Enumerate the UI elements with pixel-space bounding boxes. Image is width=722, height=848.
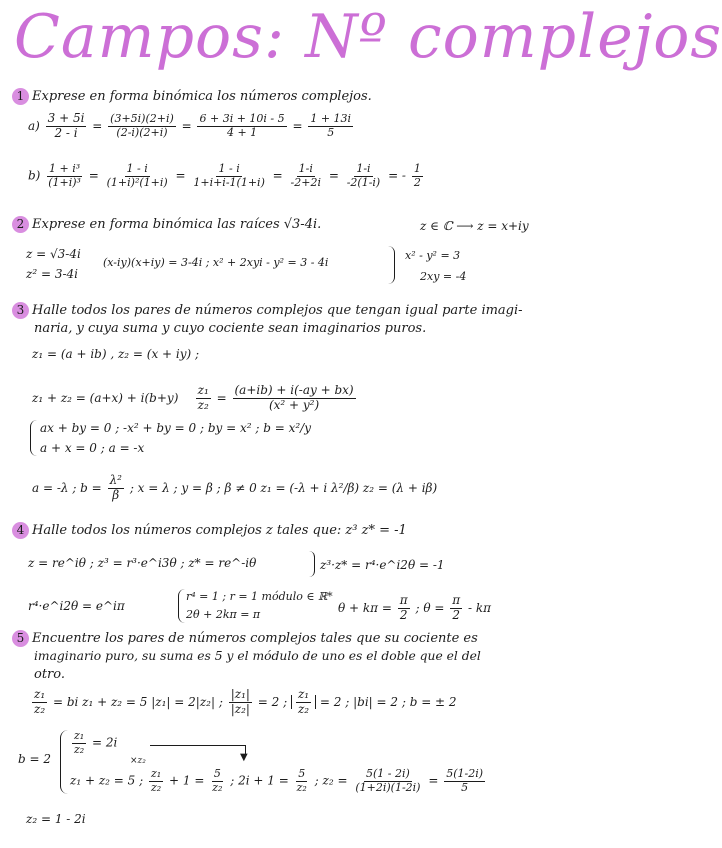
system-eq-1: x² - y² = 3 — [405, 249, 461, 262]
part-b-label: b) — [28, 168, 41, 183]
arrow-line — [150, 745, 245, 746]
problem-4-system-2: 2θ + 2kπ = π — [186, 608, 261, 621]
fraction: $\frac{6 + 3i + 10i - 5}{4 + 1}$ — [199, 112, 285, 139]
fraction: $\frac{\text{z₁}}{\text{z₂}}$ — [297, 687, 310, 716]
problem-5-statement-3: otro. — [34, 667, 65, 682]
problem-1-statement — [12, 88, 372, 105]
problem-4-solution: θ + kπ = $\frac{\pi}{2}$ ; θ = $\frac{\pi}{2}$ - kπ — [338, 593, 492, 622]
arrow-head-icon: ▼ — [240, 752, 248, 763]
fraction: $\frac{\text{z₁}}{\text{z₂}}$ — [74, 729, 85, 756]
multiply-note: ×z₂ — [130, 756, 146, 766]
problem-5-system-2: z₁ + z₂ = 5 ; $\frac{\text{z₁}}{\text{z₂}}$ + 1 = $\frac{5}{\text{z₂}}$ ; 2i + 1 = $\frac{5}{\text{z₂}}$ ; z₂ = $\frac{5(1 - 2i)}{(1+2i)(1-2i)}$ = $\frac{5(1-2i)}{5}$ — [70, 767, 484, 794]
fraction: $\frac{\text{z₁}}{\text{z₂}}$ — [150, 767, 162, 794]
brace — [309, 551, 315, 577]
problem-2-number: 2 — [12, 216, 29, 233]
problem-4-statement: 4 Halle todos los números complejos z tales que: z³ z* = -1 — [12, 522, 407, 539]
fraction: $\frac{\text{|z₁|}}{\text{|z₂|}}$ — [230, 687, 250, 716]
problem-3-system-1: ax + by = 0 ; -x² + by = 0 ; by = x² ; b = x²/y — [40, 421, 311, 435]
system-brace — [60, 730, 68, 794]
fraction: $\frac{1}{2}$ — [413, 162, 421, 189]
problem-3-line-1: z₁ = (a + ib) , z₂ = (x + iy) ; — [32, 347, 200, 361]
problem-2-statement — [12, 216, 321, 233]
problem-4-line-1b: z³·z* = r⁴·e^i2θ = -1 — [320, 558, 445, 572]
problem-5-final: z₂ = 1 - 2i — [26, 812, 86, 826]
problem-2-work: (x-iy)(x+iy) = 3-4i ; x² + 2xyi - y² = 3 - 4i — [103, 256, 329, 269]
system-eq-2: 2xy = -4 — [420, 270, 467, 283]
problem-3-line-2: z₁ + z₂ = (a+x) + i(b+y) $\frac{\text{z₁}}{\text{z₂}}$ = $\frac{(a+ib) + i(-ay + bx)}{\text{(x² + y²)}}$ — [32, 383, 354, 412]
fraction: $\frac{5(1-2i)}{5}$ — [446, 767, 484, 794]
problem-5-statement: 5 Encuentre los pares de números complejos tales que su cociente es — [12, 630, 478, 647]
problem-5-number: 5 — [12, 630, 29, 647]
problem-5-system-1: $\frac{\text{z₁}}{\text{z₂}}$ = 2i — [74, 729, 118, 756]
fraction: $\frac{5}{\text{z₂}}$ — [212, 767, 223, 794]
fraction: $\frac{5}{\text{z₂}}$ — [296, 767, 307, 794]
fraction: $\frac{1 - i}{\text{(1+i)²(1+i)}}$ — [106, 162, 168, 189]
problem-4-line-1: z = re^iθ ; z³ = r³·e^i3θ ; z* = re^-iθ — [28, 556, 257, 570]
problem-4-system-1: r⁴ = 1 ; r = 1 módulo ∈ ℝ* — [186, 590, 333, 603]
problem-3-number: 3 — [12, 302, 29, 319]
problem-4-line-2: r⁴·e^i2θ = e^iπ — [28, 599, 125, 613]
problem-3-statement: 3 Halle todos los pares de números complejos que tengan igual parte imagi- — [12, 302, 523, 319]
fraction: $\frac{\pi}{2}$ — [452, 593, 461, 622]
problem-1-text: Exprese en forma binómica los números complejos. — [32, 89, 372, 104]
problem-4-number: 4 — [12, 522, 29, 539]
fraction: $\frac{\pi}{2}$ — [399, 593, 408, 622]
system-brace — [30, 420, 37, 456]
problem-2-line-2: z² = 3-4i — [26, 267, 78, 281]
problem-2-text: Exprese en forma binómica las raíces √3-4i. — [32, 217, 322, 232]
problem-1b-line: b) $\frac{\text{1 + i³}}{\text{(1+i)³}}$ = $\frac{1 - i}{\text{(1+i)²(1+i)}}$ = $\frac{1 - i}{1+i+i-1(1+i)}$ = $\frac{1-i}{-2+2i}$ = $\frac{1-i}{-2(1-i)}$ = - $\frac{1}{2}$ — [28, 162, 421, 189]
problem-3-line-4: a = -λ ; b = $\frac{\text{λ²}}{\beta}$ ; x = λ ; y = β ; β ≠ 0 z₁ = (-λ + i λ²/β) z₂ = (λ + iβ) — [32, 473, 438, 502]
fraction: $\frac{\text{z₁}}{\text{z₂}}$ — [34, 687, 46, 716]
page-title: Campos: Nº complejos — [14, 2, 722, 72]
fraction: $\frac{\text{1 + i³}}{\text{(1+i)³}}$ — [48, 162, 81, 189]
system-brace — [178, 589, 185, 623]
fraction: $\frac{1-i}{-2+2i}$ — [290, 162, 321, 189]
fraction: $\frac{(a+ib) + i(-ay + bx)}{\text{(x² + y²)}}$ — [234, 383, 354, 412]
problem-1a-line: a) $\frac{3 + 5i}{2 - i}$ = $\frac{(3+5i)(2+i)}{(2-i)(2+i)}$ = $\frac{6 + 3i + 10i - 5}{4 + 1}$ = $\frac{1 + 13i}{5}$ — [28, 111, 352, 140]
problem-2-side-note: z ∈ ℂ ⟶ z = x+iy — [420, 219, 529, 233]
fraction: $\frac{(3+5i)(2+i)}{(2-i)(2+i)}$ — [110, 112, 174, 139]
fraction: $\frac{\text{z₁}}{\text{z₂}}$ — [197, 383, 209, 412]
problem-5-line-1: $\frac{\text{z₁}}{\text{z₂}}$ = bi z₁ + z₂ = 5 |z₁| = 2|z₂| ; $\frac{\text{|z₁|}}{\text{|z₂|}}$ = 2 ; $\frac{\text{z₁}}{\text{z₂}}$ = 2 ; |bi| = 2 ; b = ± 2 — [34, 687, 457, 716]
fraction: $\frac{\text{λ²}}{\beta}$ — [109, 473, 122, 502]
fraction: $\frac{1 - i}{1+i+i-1(1+i)}$ — [193, 162, 265, 189]
part-a-label: a) — [28, 118, 40, 133]
problem-1-number: 1 — [12, 88, 29, 105]
problem-5-statement-2: imaginario puro, su suma es 5 y el módulo de uno es el doble que el del — [34, 649, 481, 663]
fraction: $\frac{1 + 13i}{5}$ — [310, 112, 352, 139]
problem-5-b-value: b = 2 — [18, 752, 51, 766]
fraction: $\frac{5(1 - 2i)}{(1+2i)(1-2i)}$ — [355, 767, 421, 794]
problem-2-line-1: z = √3-4i — [26, 247, 81, 261]
problem-3-system-2: a + x = 0 ; a = -x — [40, 441, 145, 455]
problem-3-statement-2: naria, y cuya suma y cuyo cociente sean imaginarios puros. — [34, 321, 427, 336]
system-brace — [388, 246, 395, 284]
fraction: $\frac{3 + 5i}{2 - i}$ — [47, 111, 85, 140]
fraction: $\frac{1-i}{-2(1-i)}$ — [346, 162, 381, 189]
